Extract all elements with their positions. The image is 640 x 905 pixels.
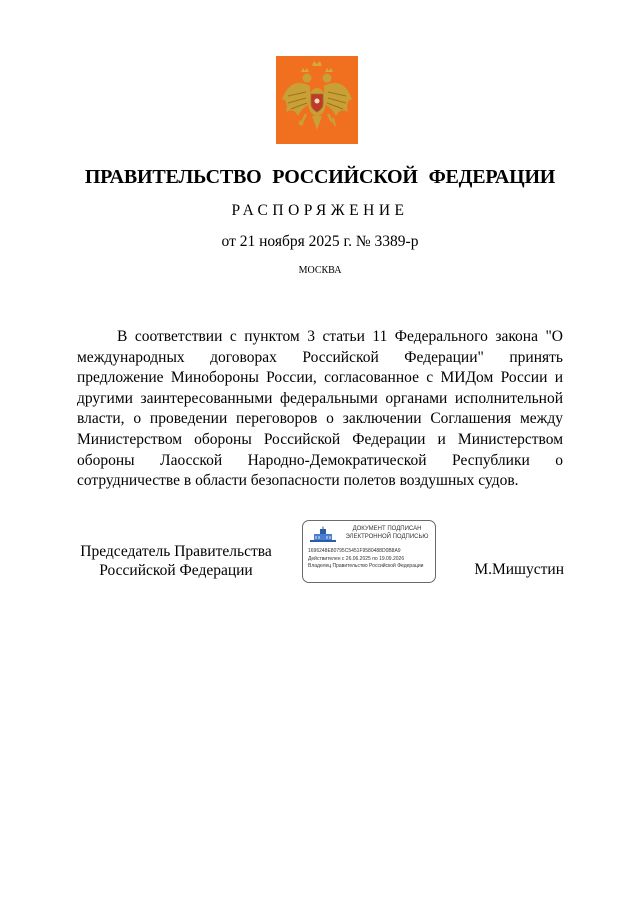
organization-title: ПРАВИТЕЛЬСТВО РОССИЙСКОЙ ФЕДЕРАЦИИ (84, 166, 556, 188)
document-date-number: от 21 ноября 2025 г. № 3389-р (221, 233, 419, 250)
order-body-paragraph: В соответствии с пунктом 3 статьи 11 Федерального закона "О международных договорах Российской Федерации" принять предложение Минобороны России, согласованное с МИДом России и другими заинтересованными федеральными органами исполнительной власти, о проведении переговоров о заключении Соглашения между Министерством обороны Российской Федерации и Министерством обороны Лаосской Народно-Демократической Республики о сотрудничестве в области безопасности полетов воздушных судов. (77, 328, 563, 490)
document-city: МОСКВА (298, 265, 342, 276)
stamp-certificate-number: 1696248E80795C5451F9580488D0B8A9 (308, 548, 401, 554)
stamp-validity-period: Действителен с 26.06.2025 по 19.09.2026 (308, 556, 405, 562)
stamp-heading-line2: ЭЛЕКТРОННОЙ ПОДПИСЬЮ (345, 533, 429, 540)
government-building-icon (308, 526, 338, 544)
electronic-signature-stamp (302, 520, 436, 583)
document-type: РАСПОРЯЖЕНИЕ (231, 202, 409, 219)
signer-position (76, 542, 276, 580)
double-headed-eagle-icon (276, 56, 358, 144)
signer-position-line2: Российской Федерации (99, 562, 253, 579)
stamp-owner: Владелец Правительство Российской Федерации (308, 563, 424, 569)
stamp-heading (341, 526, 433, 541)
signer-name: М.Мишустин (474, 561, 564, 578)
coat-of-arms-emblem (276, 56, 358, 144)
signer-position-line1: Председатель Правительства (80, 543, 272, 560)
stamp-heading-line1: ДОКУМЕНТ ПОДПИСАН (352, 526, 422, 532)
